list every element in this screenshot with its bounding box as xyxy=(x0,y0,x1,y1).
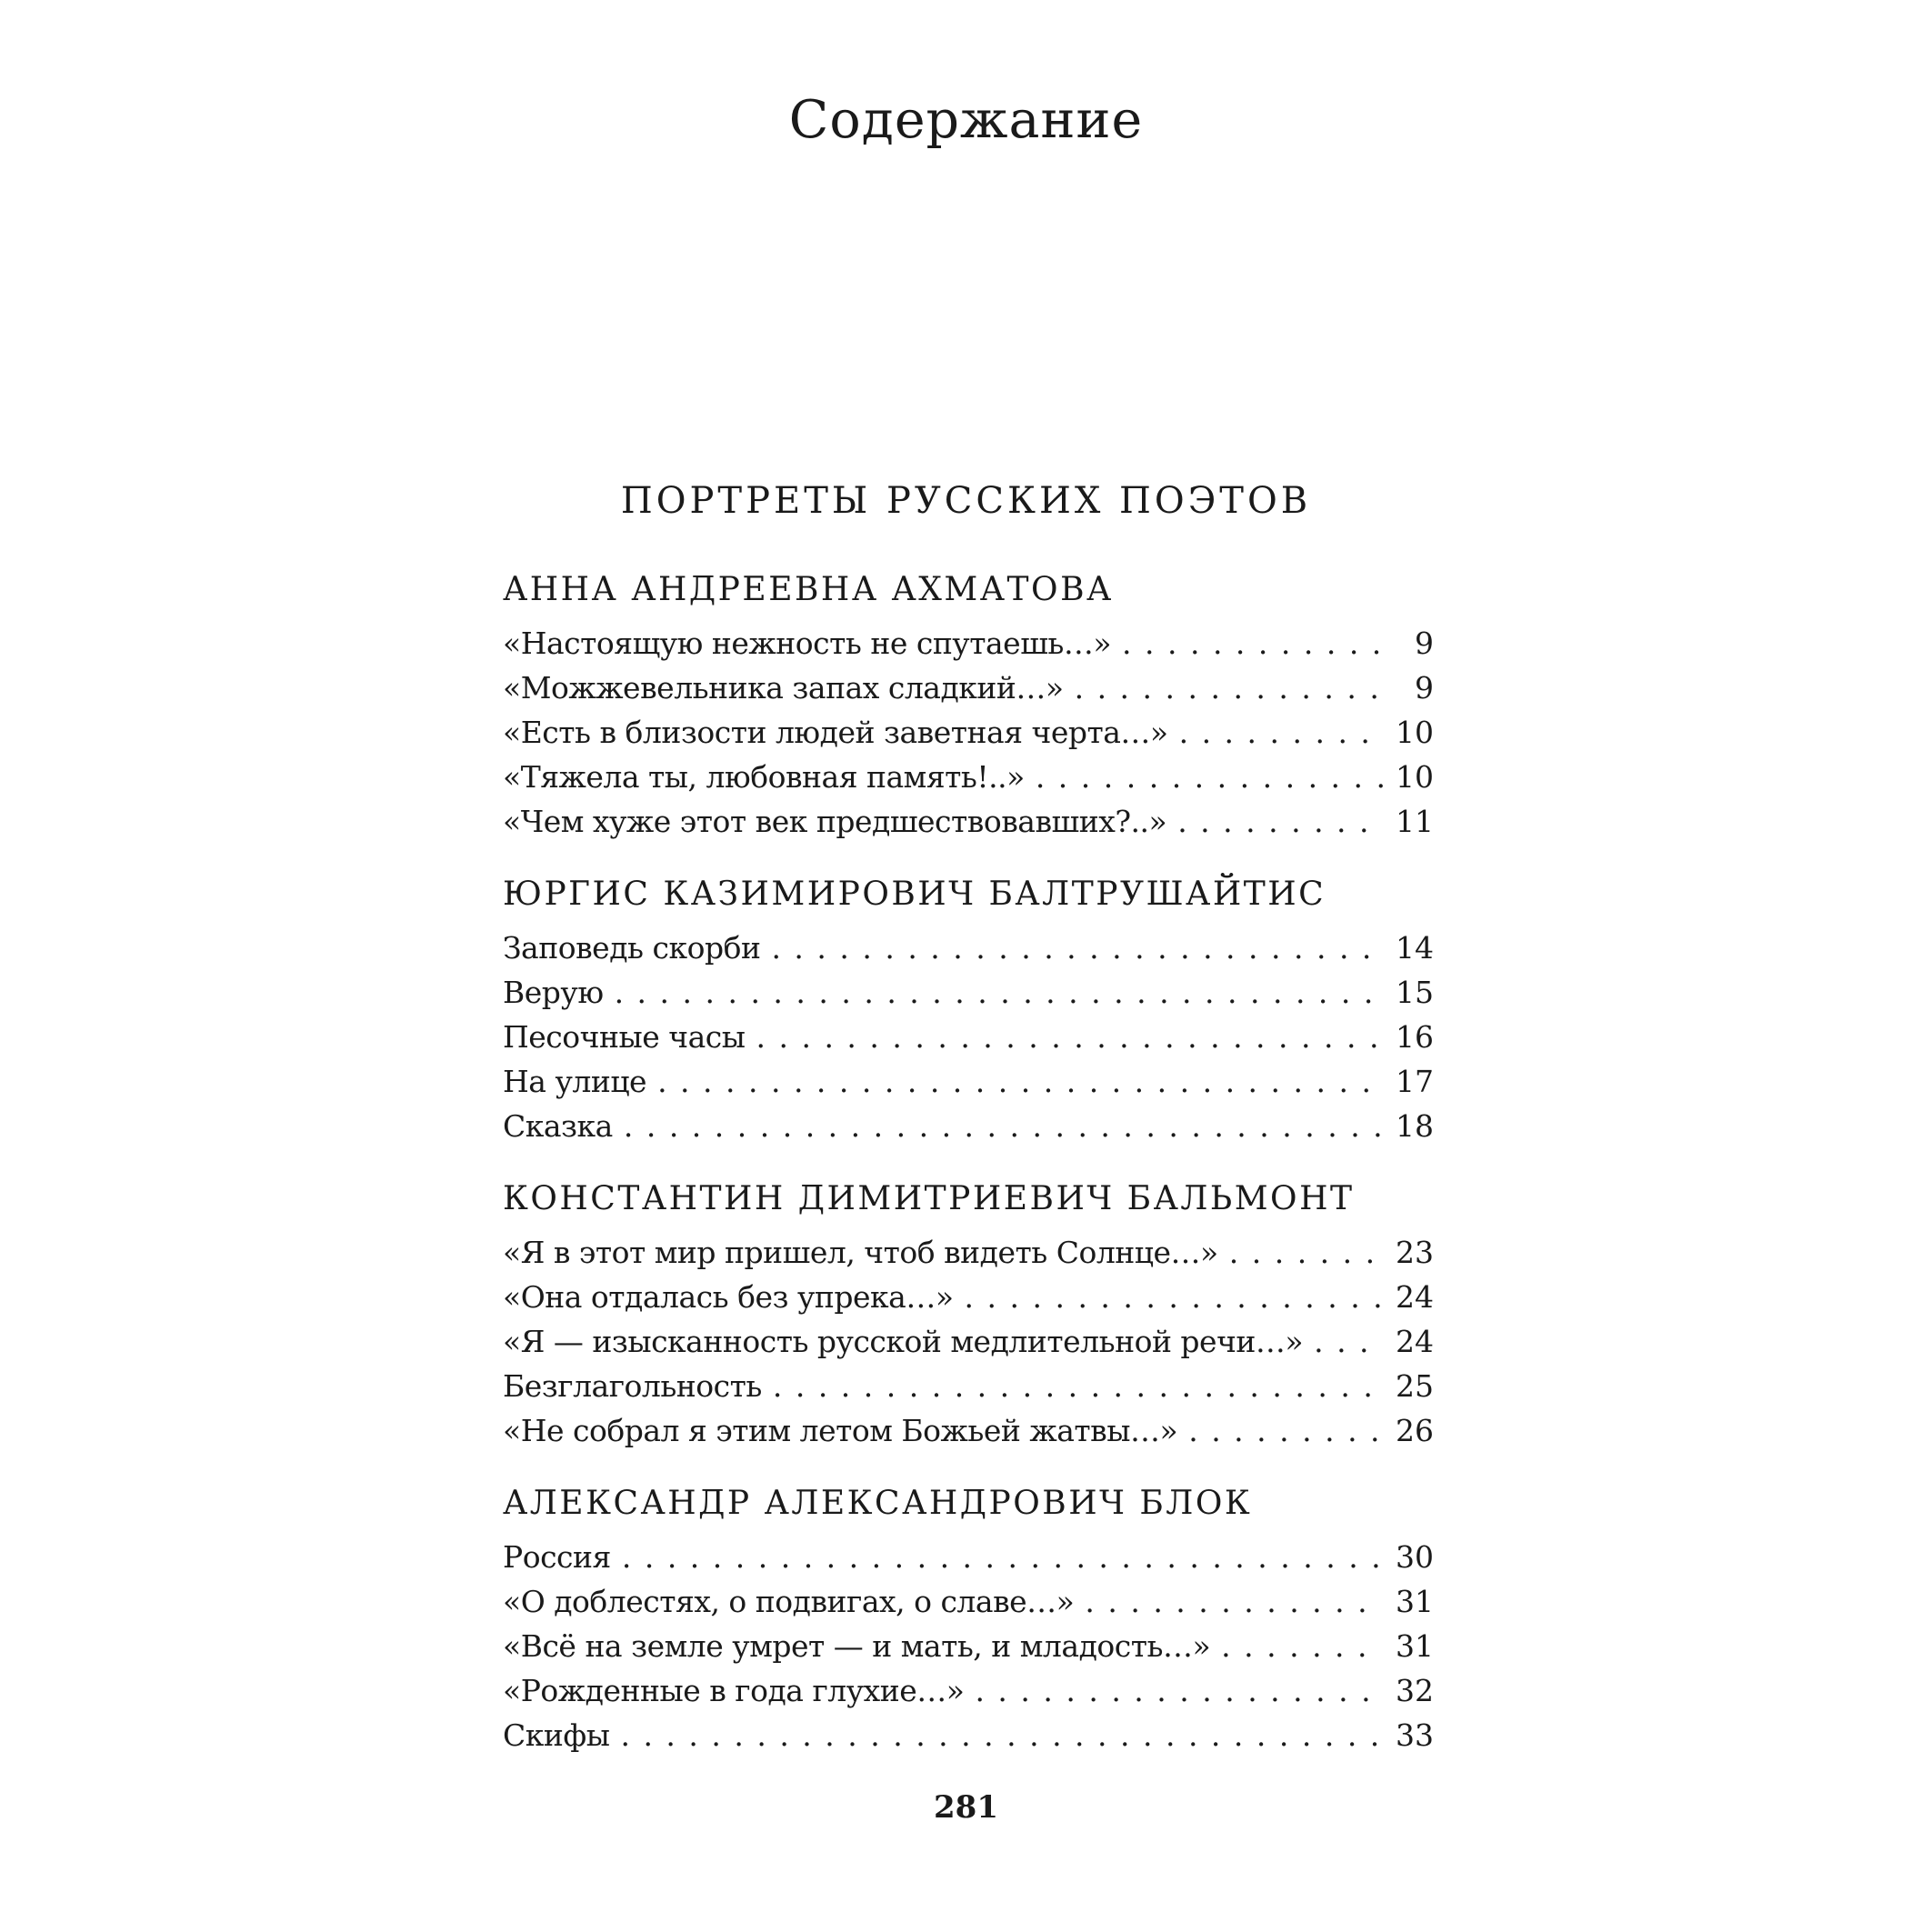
dot-leader xyxy=(1085,1579,1383,1624)
page-title: Содержание xyxy=(788,90,1144,150)
dot-leader xyxy=(1122,621,1385,666)
author-section xyxy=(503,864,1434,1148)
entry-title: Безглагольность xyxy=(503,1368,762,1404)
entry-page-number: 14 xyxy=(1396,930,1434,966)
entry-title: Заповедь скорби xyxy=(503,930,761,966)
entry-page-number: 10 xyxy=(1396,715,1434,750)
dot-leader xyxy=(773,1364,1383,1408)
dot-leader xyxy=(1314,1319,1383,1364)
toc-entry[interactable] xyxy=(503,755,1434,799)
toc-entry[interactable] xyxy=(503,1364,1434,1408)
dot-leader xyxy=(615,970,1383,1015)
section-title: ПОРТРЕТЫ РУССКИХ ПОЭТОВ xyxy=(620,480,1312,522)
entry-title: «Я — изысканность русской медлительной речи…» xyxy=(503,1324,1304,1359)
table-of-contents xyxy=(503,559,1434,1777)
entry-title: «О доблестях, о подвигах, о славе…» xyxy=(503,1584,1075,1619)
entry-title: «Тяжела ты, любовная память!..» xyxy=(503,759,1025,795)
dot-leader xyxy=(1179,710,1383,755)
entry-page-number: 26 xyxy=(1396,1413,1434,1448)
entry-page-number: 33 xyxy=(1396,1717,1434,1753)
entry-title: «Можжевельника запах сладкий…» xyxy=(503,670,1064,706)
entry-page-number: 31 xyxy=(1396,1584,1434,1619)
entry-title: «Есть в близости людей заветная черта…» xyxy=(503,715,1168,750)
toc-entry[interactable] xyxy=(503,666,1434,710)
toc-entry[interactable] xyxy=(503,1408,1434,1453)
entry-title: «Чем хуже этот век предшествовавших?..» xyxy=(503,804,1167,839)
toc-entry[interactable] xyxy=(503,621,1434,666)
entry-title: «Всё на земле умрет — и мать, и младость…» xyxy=(503,1628,1211,1664)
dot-leader xyxy=(965,1275,1383,1319)
entry-title: Песочные часы xyxy=(503,1019,746,1055)
entry-page-number: 30 xyxy=(1396,1539,1434,1575)
entry-title: Россия xyxy=(503,1539,611,1575)
page-number: 281 xyxy=(934,1789,998,1826)
dot-leader xyxy=(624,1104,1383,1148)
toc-entry[interactable] xyxy=(503,1624,1434,1668)
toc-entry[interactable] xyxy=(503,1713,1434,1757)
entry-title: «Я в этот мир пришел, чтоб видеть Солнце…» xyxy=(503,1235,1218,1270)
toc-entry[interactable] xyxy=(503,799,1434,844)
dot-leader xyxy=(1036,755,1383,799)
dot-leader xyxy=(657,1059,1383,1104)
dot-leader xyxy=(1188,1408,1383,1453)
author-name: КОНСТАНТИН ДИМИТРИЕВИЧ БАЛЬМОНТ xyxy=(503,1180,1355,1217)
entry-page-number: 16 xyxy=(1396,1019,1434,1055)
entry-title: Верую xyxy=(503,975,604,1010)
entry-title: «Настоящую нежность не спутаешь…» xyxy=(503,626,1112,661)
author-section xyxy=(503,559,1434,844)
toc-entry[interactable] xyxy=(503,1275,1434,1319)
entry-page-number: 23 xyxy=(1396,1235,1434,1270)
dot-leader xyxy=(622,1535,1383,1579)
entry-page-number: 9 xyxy=(1415,626,1434,661)
entry-page-number: 24 xyxy=(1396,1279,1434,1315)
entry-page-number: 11 xyxy=(1396,804,1434,839)
dot-leader xyxy=(975,1668,1383,1713)
author-section xyxy=(503,1473,1434,1757)
toc-entry[interactable] xyxy=(503,1319,1434,1364)
toc-entry[interactable] xyxy=(503,710,1434,755)
entry-page-number: 17 xyxy=(1396,1064,1434,1099)
entry-title: На улице xyxy=(503,1064,647,1099)
entry-page-number: 25 xyxy=(1396,1368,1434,1404)
toc-entry[interactable] xyxy=(503,926,1434,970)
entry-page-number: 32 xyxy=(1396,1673,1434,1708)
author-name: ЮРГИС КАЗИМИРОВИЧ БАЛТРУШАЙТИС xyxy=(503,876,1326,913)
entry-title: «Не собрал я этим летом Божьей жатвы…» xyxy=(503,1413,1178,1448)
toc-entry[interactable] xyxy=(503,970,1434,1015)
entry-page-number: 24 xyxy=(1396,1324,1434,1359)
entry-page-number: 31 xyxy=(1396,1628,1434,1664)
entry-title: Скифы xyxy=(503,1717,610,1753)
entry-page-number: 18 xyxy=(1396,1108,1434,1144)
dot-leader xyxy=(1177,799,1383,844)
dot-leader xyxy=(1221,1624,1383,1668)
entry-title: «Рожденные в года глухие…» xyxy=(503,1673,965,1708)
author-section xyxy=(503,1168,1434,1453)
toc-entry[interactable] xyxy=(503,1104,1434,1148)
toc-entry[interactable] xyxy=(503,1535,1434,1579)
dot-leader xyxy=(620,1713,1383,1757)
toc-entry[interactable] xyxy=(503,1579,1434,1624)
toc-entry[interactable] xyxy=(503,1015,1434,1059)
entry-page-number: 10 xyxy=(1396,759,1434,795)
dot-leader xyxy=(756,1015,1384,1059)
toc-entry[interactable] xyxy=(503,1230,1434,1275)
author-name: АННА АНДРЕЕВНА АХМАТОВА xyxy=(503,571,1114,608)
author-name: АЛЕКСАНДР АЛЕКСАНДРОВИЧ БЛОК xyxy=(503,1485,1253,1522)
entry-page-number: 9 xyxy=(1415,670,1434,706)
dot-leader xyxy=(1075,666,1385,710)
entry-title: Сказка xyxy=(503,1108,613,1144)
toc-entry[interactable] xyxy=(503,1668,1434,1713)
dot-leader xyxy=(1229,1230,1383,1275)
entry-title: «Она отдалась без упрека…» xyxy=(503,1279,954,1315)
dot-leader xyxy=(771,926,1383,970)
toc-entry[interactable] xyxy=(503,1059,1434,1104)
entry-page-number: 15 xyxy=(1396,975,1434,1010)
